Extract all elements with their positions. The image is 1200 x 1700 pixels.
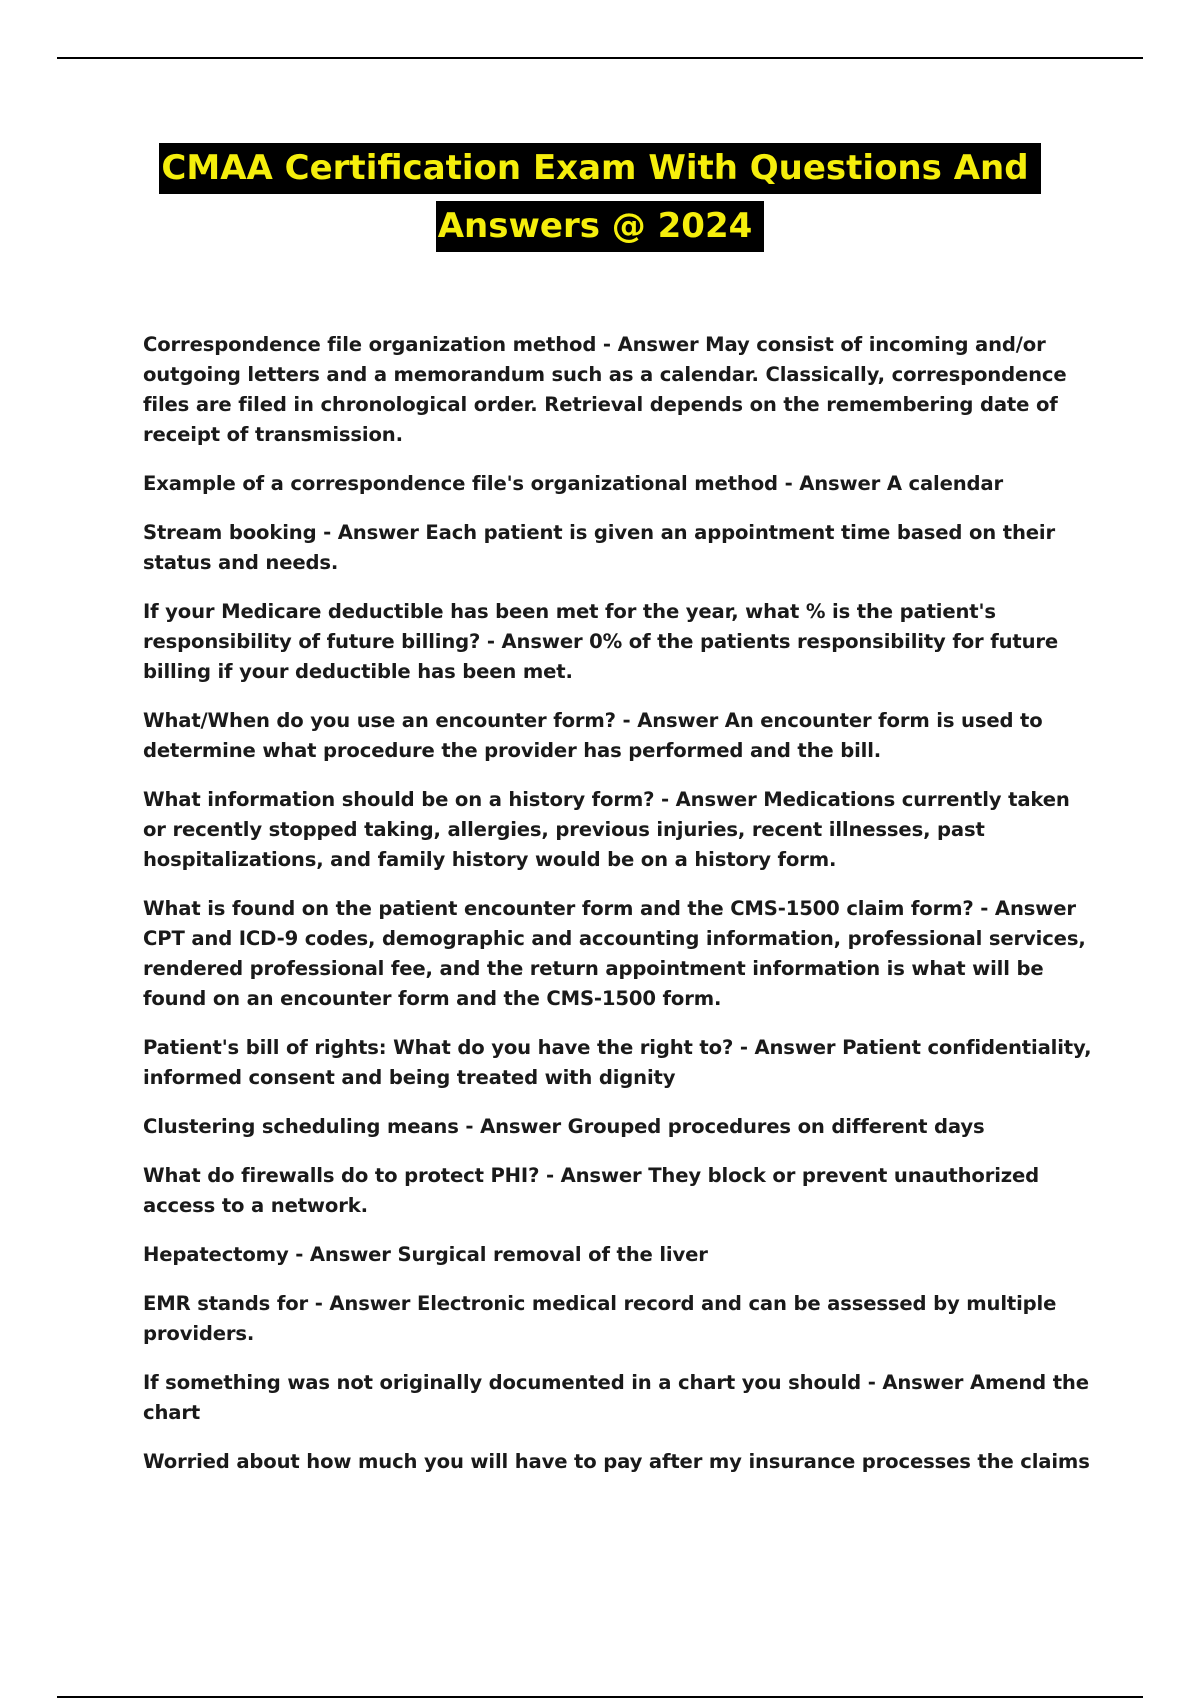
top-divider [57, 57, 1143, 59]
qa-item: What is found on the patient encounter form and the CMS-1500 claim form? - Answer CPT and ICD-9 codes, demographic and accounting information, professional services, rendered professional fee, and the return appointment information is what will be found on an encounter form and the CMS-1500 form. [143, 897, 1086, 1010]
qa-item: Example of a correspondence file's organizational method - Answer A calendar [143, 472, 1004, 495]
qa-item: What do firewalls do to protect PHI? - Answer They block or prevent unauthorized access to a network. [143, 1164, 1040, 1217]
qa-item: If something was not originally documented in a chart you should - Answer Amend the chart [143, 1371, 1089, 1424]
bottom-divider [57, 1696, 1143, 1698]
qa-item: What information should be on a history form? - Answer Medications currently taken or recently stopped taking, allergies, previous injuries, recent illnesses, past hospitalizations, and family history would be on a history form. [143, 788, 1070, 871]
qa-item: Clustering scheduling means - Answer Grouped procedures on different days [143, 1115, 985, 1138]
qa-item: Correspondence file organization method - Answer May consist of incoming and/or outgoing letters and a memorandum such as a calendar. Classically, correspondence files are filed in chronological order. Retrieval depends on the remembering date of receipt of transmission. [143, 333, 1067, 446]
qa-item: Hepatectomy - Answer Surgical removal of the liver [143, 1243, 708, 1266]
qa-item: Worried about how much you will have to pay after my insurance processes the claims [143, 1450, 1090, 1473]
qa-item: Patient's bill of rights: What do you have the right to? - Answer Patient confidentiality, informed consent and being treated with dignity [143, 1036, 1092, 1089]
title-line-1: CMAA Certification Exam With Questions And [159, 143, 1040, 194]
qa-item: What/When do you use an encounter form? - Answer An encounter form is used to determine what procedure the provider has performed and the bill. [143, 709, 1043, 762]
qa-item: EMR stands for - Answer Electronic medical record and can be assessed by multiple providers. [143, 1292, 1057, 1345]
document-title [0, 143, 1200, 252]
question-answer-list [143, 330, 1093, 1496]
qa-item: If your Medicare deductible has been met for the year, what % is the patient's responsibility of future billing? - Answer 0% of the patients responsibility for future billing if your deductible has been met. [143, 600, 1059, 683]
title-line-2: Answers @ 2024 [436, 201, 765, 252]
qa-item: Stream booking - Answer Each patient is given an appointment time based on their status and needs. [143, 521, 1055, 574]
